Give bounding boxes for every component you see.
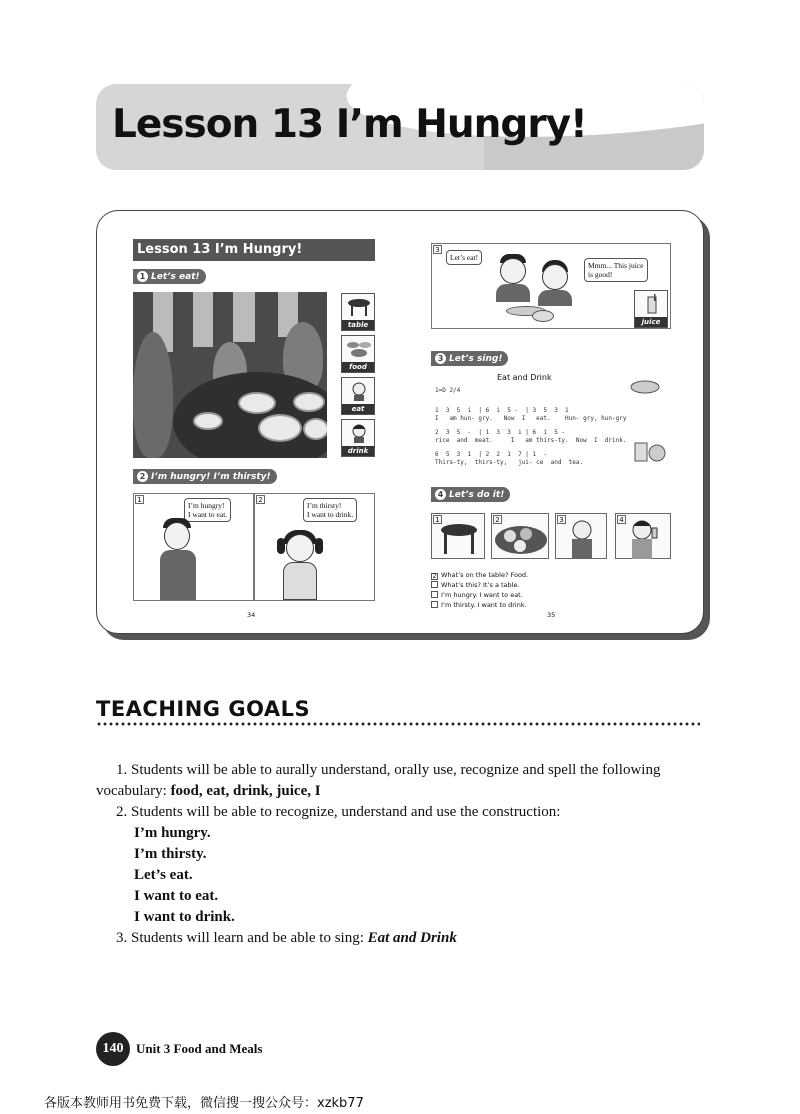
song-line: 1 3 5 i | 6 i 5 - | 3 5 3 1 [435,407,569,414]
section-title: I’m hungry! I’m thirsty! [151,472,271,482]
speech-bubble-thirsty [303,498,357,522]
goal-item-1 [96,760,706,802]
section-number: 2 [137,471,148,482]
construction-line: I want to drink. [134,909,235,925]
checklist-text: What’s this? It’s a table. [441,581,520,589]
section-title: Let’s eat! [151,272,200,282]
do-it-row [431,513,673,563]
speech-bubble-mmm [584,258,648,282]
goal-item-3 [96,928,706,949]
do-it-table [431,513,485,559]
book-lesson-bar [133,239,375,261]
song-line: 6 5 3 1 | 2 2 1 7 | 1 - [435,451,547,458]
panel-number: 1 [135,495,144,504]
bubble-line: I want to eat. [188,510,228,519]
checkbox[interactable]: 2 [432,573,437,580]
goal-item-2: 2. Students will be able to recognize, understand and use the construction: [116,804,561,820]
lesson-banner [96,84,704,170]
song-lyric: Thirs-ty, thirs-ty, jui- ce and tea. [435,459,584,466]
construction-line: I want to eat. [134,888,219,904]
section-number: 1 [137,271,148,282]
vocab-card-eat [341,377,375,415]
vocab-label: eat [342,404,374,414]
checklist-text: I’m thirsty. I want to drink. [441,601,527,609]
bubble-line: I’m hungry! [188,501,225,510]
vocab-label: table [342,320,374,330]
comic-panel-hungry [133,493,254,601]
checklist-text: I’m hungry. I want to eat. [441,591,523,599]
section-number: 3 [435,353,446,364]
construction-line: I’m thirsty. [134,846,207,862]
checklist-item [431,591,523,599]
checkbox[interactable] [431,581,438,588]
do-it-food [491,513,549,559]
comic-panel-thirsty [254,493,375,601]
goal-text: 3. Students will learn and be able to sing: [116,930,368,946]
teaching-goals-heading: TEACHING GOALS [96,697,311,721]
panel-number: 3 [557,515,566,524]
song-title: Eat and Drink [497,373,552,382]
book-lesson-title: Lesson 13 I’m Hungry! [137,242,303,257]
panel-number: 1 [433,515,442,524]
unit-title: Unit 3 Food and Meals [136,1041,263,1056]
download-notice: 各版本教师用书免费下载，微信搜一搜公众号：xzkb77 [44,1096,364,1111]
do-it-eat [555,513,607,559]
goal-song-title: Eat and Drink [367,930,457,946]
teaching-goals-body [96,760,706,949]
vocab-card-drink [341,419,375,457]
do-it-drink [615,513,671,559]
vocab-card-juice [634,290,668,328]
section-number: 4 [435,489,446,500]
speech-bubble-hungry [184,498,231,522]
checklist-item [431,601,527,609]
section-lets-eat [133,269,206,284]
bubble-line: is good! [588,270,613,279]
goal-vocabulary: food, eat, drink, juice, I [170,783,321,799]
section-hungry-thirsty [133,469,277,484]
section-title: Let’s sing! [449,354,503,364]
checklist-item [431,571,528,580]
vocab-card-food [341,335,375,373]
checklist-text: What’s on the table? Food. [441,571,529,579]
bubble-line: I’m thirsty! [307,501,342,510]
vocab-label: drink [342,446,374,456]
page-number-badge: 140 [96,1032,130,1066]
construction-line: Let’s eat. [134,867,193,883]
section-title: Let’s do it! [449,490,505,500]
construction-line: I’m hungry. [134,825,211,841]
lesson-title: Lesson 13 I’m Hungry! [112,102,587,147]
goal-text: 1. Students will be able to aurally understand, orally use, recognize and spell the following vocabulary: [96,762,661,799]
comic-panel-juice [431,243,671,329]
book-page-number-left: 34 [247,611,256,619]
checkbox[interactable] [431,591,438,598]
bubble-line: Mmm... This juice [588,261,644,270]
song-key: 1=D 2/4 [435,387,461,394]
song-line: 2 3 5 - | 1 3 3 i | 6 i 5 - [435,429,566,436]
book-page-number-right: 35 [547,611,556,619]
song-lyric: I am hun- gry. Now I eat. Hun- gry, hun-gry [435,415,627,422]
panel-number: 3 [433,245,442,254]
panel-number: 2 [256,495,265,504]
section-lets-do-it [431,487,510,502]
checkbox[interactable] [431,601,438,608]
song-lyric: rice and meat. I am thirs-ty. Now I drink. [435,437,627,444]
dotted-divider [96,722,700,726]
vocab-card-table [341,293,375,331]
panel-number: 2 [493,515,502,524]
vocab-label: food [342,362,374,372]
vocab-label: juice [635,317,667,327]
speech-bubble-lets-eat: Let’s eat! [446,250,482,265]
checklist-item [431,581,520,589]
section-lets-sing [431,351,508,366]
family-dinner-photo [133,292,327,458]
book-spread [96,210,704,634]
song-illustration [617,373,667,473]
bubble-line: I want to drink. [307,510,354,519]
panel-number: 4 [617,515,626,524]
